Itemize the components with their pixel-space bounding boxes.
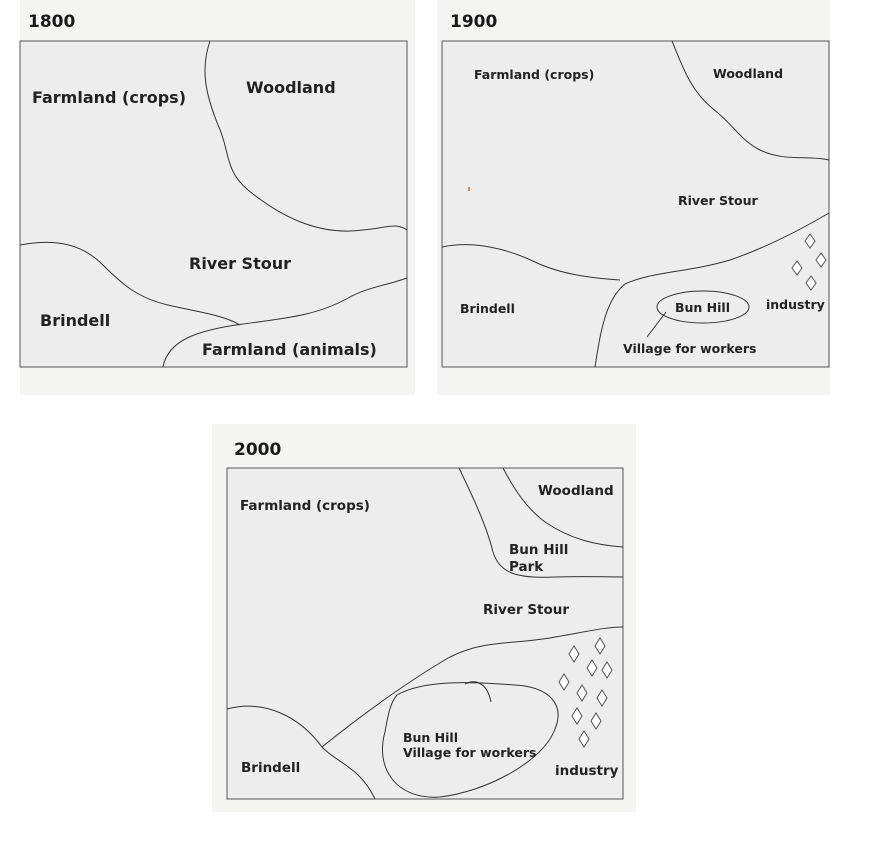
label-village-line1: Bun Hill: [403, 730, 458, 745]
label-town: Brindell: [40, 311, 111, 330]
label-park-line1: Bun Hill: [509, 542, 569, 558]
label-farmland-animals: Farmland (animals): [202, 340, 377, 359]
label-bun-hill: Bun Hill: [675, 300, 730, 315]
label-village-line2: Village for workers: [403, 745, 537, 760]
map-1800: [18, 40, 408, 370]
label-village-note: Village for workers: [623, 341, 757, 356]
label-woodland: Woodland: [713, 66, 784, 81]
map-frame-1900: [442, 41, 829, 367]
label-park-line2: Park: [509, 559, 544, 575]
map-1900: [440, 40, 832, 370]
label-industry: industry: [555, 763, 619, 779]
map-mark: [468, 187, 470, 191]
map-year-2000: 2000: [234, 440, 282, 460]
map-year-1900: 1900: [450, 12, 498, 32]
label-woodland: Woodland: [246, 78, 336, 97]
label-industry: industry: [766, 297, 825, 312]
label-river: River Stour: [678, 193, 758, 208]
label-farmland-crops: Farmland (crops): [474, 67, 595, 82]
map-year-1800: 1800: [28, 12, 76, 32]
label-river: River Stour: [189, 254, 291, 273]
label-town: Brindell: [460, 301, 515, 316]
label-woodland: Woodland: [538, 483, 614, 499]
map-2000: [225, 467, 625, 802]
label-town: Brindell: [241, 760, 301, 776]
label-farmland-crops: Farmland (crops): [32, 88, 187, 107]
label-farmland-crops: Farmland (crops): [240, 498, 370, 514]
label-river: River Stour: [483, 602, 570, 618]
